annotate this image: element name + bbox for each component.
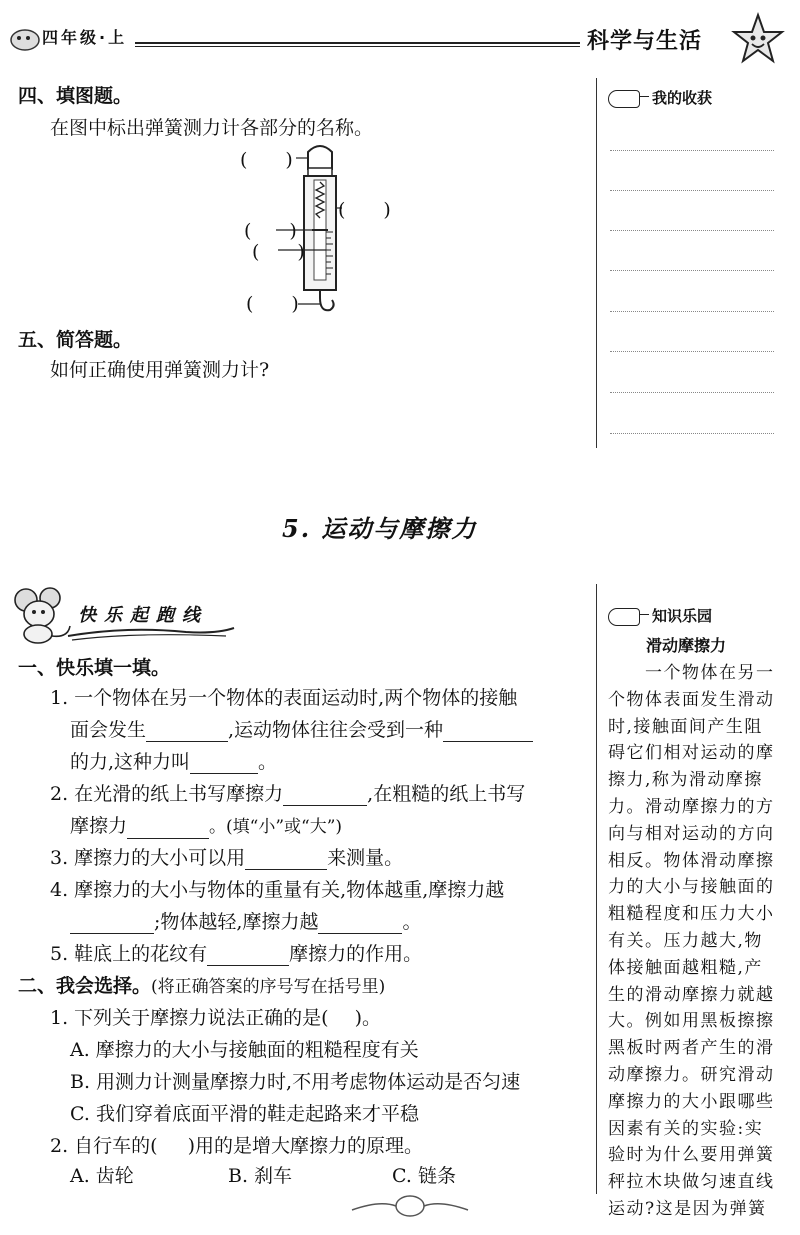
note-line[interactable] [610,270,774,271]
knowledge-line: 动摩擦力。研究滑动 [608,1064,775,1085]
knowledge-line: 粗糙程度和压力大小 [608,904,775,925]
knowledge-line: 生的滑动摩擦力就越 [608,984,775,1005]
sidebar-top-header [608,86,712,110]
q1-blank-3[interactable] [190,753,258,774]
note-line[interactable] [610,311,774,312]
knowledge-divider [596,584,597,1194]
diagram-blank-spring[interactable]: ( ) [338,199,391,221]
pointing-hand-icon [608,90,640,108]
knowledge-line: 摩擦力的大小跟哪些 [608,1091,775,1112]
note-line[interactable] [610,190,774,191]
note-line[interactable] [610,230,774,231]
p2q1-stem: 1. 下列关于摩擦力说法正确的是( [50,1007,329,1029]
knowledge-line: 大。例如用黑板擦擦 [608,1011,775,1032]
part1-q3 [50,846,403,870]
q5-text-b: 摩擦力的作用。 [289,943,423,965]
q1-text-e: 。 [258,751,278,773]
section4-instruction: 在图中标出弹簧测力计各部分的名称。 [50,117,374,139]
p2q2-option-b: B. 刹车 [228,1165,293,1187]
q5-text-a: 5. 鞋底上的花纹有 [50,943,208,965]
section5-question: 如何正确使用弹簧测力计? [50,359,270,381]
part1-title: 一、快乐填一填。 [18,657,171,679]
q5-blank[interactable] [207,945,289,966]
knowledge-line: 秤拉木块做匀速直线 [608,1172,775,1193]
sidebar-top-divider [596,78,597,448]
q2-text-d: 。(填“小”或“大”) [209,817,343,837]
mouse-mascot-icon [12,586,74,646]
part2-title: 二、我会选择。 [18,975,152,997]
note-line[interactable] [610,150,774,151]
banner [66,604,236,638]
q2-text-a: 2. 在光滑的纸上书写摩擦力 [50,783,284,805]
knowledge-header-text: 知识乐园 [652,607,713,625]
knowledge-line: 因素有关的实验:实 [608,1118,764,1139]
page-header [0,0,800,80]
q2-text-c: 摩擦力 [70,815,128,837]
part2-q1-stem [50,1006,381,1030]
q1-blank-1[interactable] [146,721,228,742]
knowledge-title: 滑动摩擦力 [646,636,727,655]
note-line[interactable] [610,351,774,352]
part2-note: (将正确答案的序号写在括号里) [151,977,386,997]
q4-blank-1[interactable] [70,913,154,934]
knowledge-line: 相反。物体滑动摩擦 [608,850,775,871]
q3-text-a: 3. 摩擦力的大小可以用 [50,847,246,869]
p2q1-end: )。 [354,1007,382,1029]
knowledge-line: 个物体表面发生滑动 [608,689,775,710]
part1-q1-line3 [70,750,277,774]
knowledge-line: 运动?这是因为弹簧 [608,1198,767,1219]
part1-q1-line1: 1. 一个物体在另一个物体的表面运动时,两个物体的接触 [50,687,518,709]
part2-title-row [18,974,385,999]
q4-text-b: ;物体越轻,摩擦力越 [154,911,319,933]
knowledge-line: 时,接触面间产生阻 [608,716,763,737]
p2q2-option-a: A. 齿轮 [70,1165,134,1187]
q1-text-d: 的力,这种力叫 [70,751,191,773]
knowledge-header [608,604,712,628]
part1-q2-line1 [50,782,525,806]
knowledge-line: 有关。压力越大,物 [608,930,763,951]
header-decoration-icon [8,22,42,52]
banner-text: 快乐起跑线 [78,605,208,626]
diagram-blank-hook[interactable]: ( ) [246,293,299,315]
q1-text-c: ,运动物体往往会受到一种 [228,719,444,741]
p2q1-option-a: A. 摩擦力的大小与接触面的粗糙程度有关 [70,1039,419,1061]
q1-text-b: 面会发生 [70,719,147,741]
q2-blank-1[interactable] [283,785,367,806]
note-line[interactable] [610,433,774,434]
knowledge-line: 碍它们相对运动的摩 [608,743,775,764]
p2q2-end: )用的是增大摩擦力的原理。 [187,1135,424,1157]
q2-text-b: ,在粗糙的纸上书写 [367,783,526,805]
knowledge-line: 验时为什么要用弹簧 [608,1145,775,1166]
section4-title: 四、填图题。 [18,85,133,107]
diagram-blank-ring[interactable]: ( ) [240,149,293,171]
page-number-ornament [350,1194,470,1218]
p2q2-option-c: C. 链条 [392,1165,456,1187]
knowledge-line: 黑板时两者产生的滑 [608,1038,775,1059]
header-rule [135,42,580,44]
q4-blank-2[interactable] [318,913,402,934]
header-rule-thin [135,46,580,47]
knowledge-line: 一个物体在另一 [608,663,775,683]
grade-label: 四年级·上 [42,28,128,47]
q1-blank-2[interactable] [443,721,533,742]
p2q1-option-c: C. 我们穿着底面平滑的鞋走起路来才平稳 [70,1103,419,1125]
q3-text-b: 来测量。 [327,847,404,869]
q2-blank-2[interactable] [127,818,209,839]
part1-q4-line1: 4. 摩擦力的大小与物体的重量有关,物体越重,摩擦力越 [50,879,505,901]
knowledge-line: 力。滑动摩擦力的方 [608,796,775,817]
note-line[interactable] [610,392,774,393]
knowledge-line: 向与相对运动的方向 [608,823,775,844]
q3-blank[interactable] [245,849,327,870]
knowledge-body [608,660,788,1223]
star-mascot-icon [730,12,786,68]
knowledge-line: 力的大小与接触面的 [608,877,775,898]
part1-q5 [50,942,422,966]
p2q2-stem: 2. 自行车的( [50,1135,158,1157]
diagram-blank-scale[interactable]: ( ) [252,241,305,263]
pointing-hand-icon [608,608,640,626]
brand-title: 科学与生活 [587,29,703,54]
sidebar-top-title: 我的收获 [652,89,713,107]
part1-q4-line2 [70,910,421,934]
part2-q2-stem [50,1134,423,1158]
section5-title: 五、简答题。 [18,329,133,351]
diagram-blank-pointer[interactable]: ( ) [244,220,297,242]
knowledge-line: 体接触面越粗糙,产 [608,957,763,978]
part1-q1-line2 [70,718,533,742]
knowledge-line: 擦力,称为滑动摩擦 [608,770,763,791]
lesson-title: 5. 运动与摩擦力 [282,514,478,543]
part1-q2-line2 [70,814,342,839]
q4-text-c: 。 [402,911,422,933]
p2q1-option-b: B. 用测力计测量摩擦力时,不用考虑物体运动是否匀速 [70,1071,521,1093]
